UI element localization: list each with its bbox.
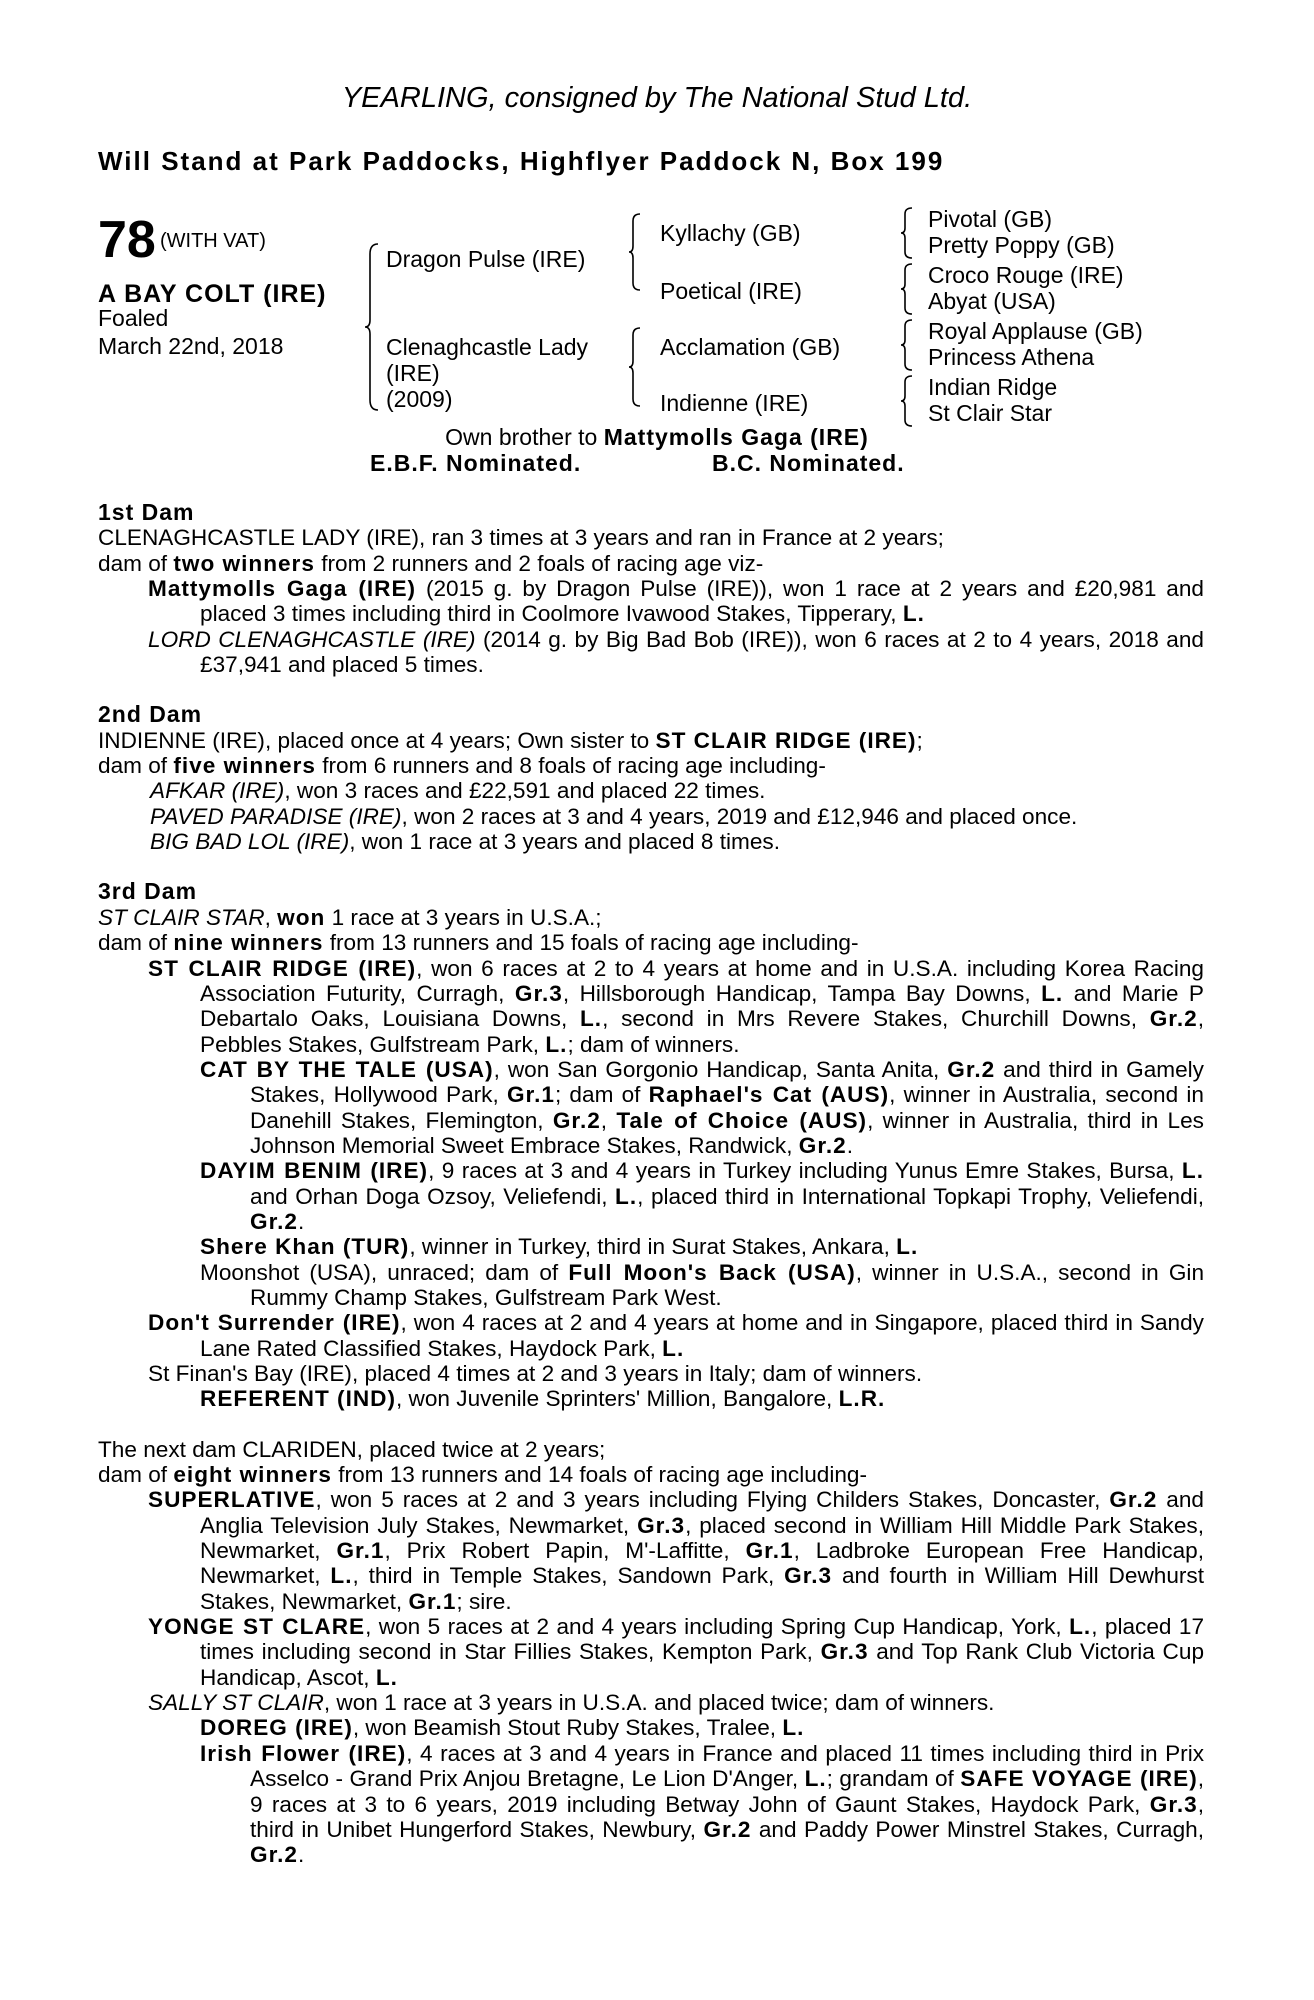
second-dam-line: INDIENNE (IRE), placed once at 4 years; Own sister to ST CLAIR RIDGE (IRE); bbox=[98, 727, 923, 753]
foaled-date: March 22nd, 2018 bbox=[98, 333, 284, 359]
bc-nominated: B.C. Nominated. bbox=[712, 450, 905, 476]
ggsire-3: Royal Applause (GB) bbox=[928, 318, 1143, 344]
own-brother-note bbox=[0, 424, 1314, 451]
produce-entry: Mattymolls Gaga (IRE) (2015 g. by Dragon Pulse (IRE)), won 1 race at 2 years and £20,981 and placed 3 times including third in Coolmore Ivawood Stakes, Tipperary, L. bbox=[148, 576, 1204, 627]
next-dam-line: The next dam CLARIDEN, placed twice at 2 years; bbox=[98, 1436, 606, 1462]
vat-note: (WITH VAT) bbox=[160, 230, 266, 252]
produce-entry: LORD CLENAGHCASTLE (IRE) (2014 g. by Big Bad Bob (IRE)), won 6 races at 2 to 4 years, 2018 and £37,941 and placed 5 times. bbox=[148, 626, 1204, 678]
dam-sire: Acclamation (GB) bbox=[660, 334, 841, 360]
sire-dam: Poetical (IRE) bbox=[660, 278, 802, 304]
pedigree-brace-sire bbox=[628, 212, 642, 292]
foaled-info bbox=[98, 304, 283, 360]
dam-name-line2: (IRE) bbox=[386, 360, 440, 386]
third-dam-line: ST CLAIR STAR, won 1 race at 3 years in U.S.A.; bbox=[98, 904, 602, 930]
produce-entry: YONGE ST CLARE, won 5 races at 2 and 4 years including Spring Cup Handicap, York, L., placed 17 times including second in Star Fillies Stakes, Kempton Park, Gr.3 and Top Rank Club Victoria Cup Handicap, Ascot, L. bbox=[148, 1614, 1205, 1690]
produce-entry: DOREG (IRE), won Beamish Stout Ruby Stakes, Tralee, L. bbox=[200, 1715, 805, 1741]
brace-kyllachy bbox=[900, 206, 914, 260]
sire-sire: Kyllachy (GB) bbox=[660, 220, 801, 246]
produce-entry: BIG BAD LOL (IRE), won 1 race at 3 years and placed 8 times. bbox=[150, 829, 780, 855]
second-dam-produce: dam of five winners from 6 runners and 8 foals of racing age including- bbox=[98, 753, 826, 779]
stable-location: Will Stand at Park Paddocks, Highflyer Paddock N, Box 199 bbox=[98, 146, 945, 176]
third-dam-produce: dam of nine winners from 13 runners and 15 foals of racing age including- bbox=[98, 930, 859, 956]
produce-entry: SALLY ST CLAIR, won 1 race at 3 years in U.S.A. and placed twice; dam of winners. bbox=[148, 1690, 995, 1716]
brace-acclamation bbox=[900, 318, 914, 372]
ebf-nominated: E.B.F. Nominated. bbox=[370, 450, 582, 476]
ggdam-3: Princess Athena bbox=[928, 344, 1095, 370]
ggsire-1: Pivotal (GB) bbox=[928, 206, 1052, 232]
produce-entry: Shere Khan (TUR), winner in Turkey, third in Surat Stakes, Ankara, L. bbox=[200, 1234, 919, 1260]
own-brother-name: Mattymolls Gaga (IRE) bbox=[603, 424, 869, 450]
brace-poetical bbox=[900, 262, 914, 316]
produce-entry: DAYIM BENIM (IRE), 9 races at 3 and 4 years in Turkey including Yunus Emre Stakes, Bursa, L. and Orhan Doga Ozsoy, Veliefendi, L., placed third in International Topkapi Trophy, Veliefendi, Gr.2. bbox=[200, 1158, 1204, 1234]
first-dam-line: CLENAGHCASTLE LADY (IRE), ran 3 times at 3 years and ran in France at 2 years; bbox=[98, 525, 944, 551]
produce-entry: CAT BY THE TALE (USA), won San Gorgonio Handicap, Santa Anita, Gr.2 and third in Gamely Stakes, Hollywood Park, Gr.1; dam of Raphael's Cat (AUS), winner in Australia, second in Danehill Stakes, Flemington, Gr.2, Tale of Choice (AUS), winner in Australia, third in Les Johnson Memorial Sweet Embrace Stakes, Randwick, Gr.2. bbox=[200, 1056, 1204, 1158]
produce-entry: Moonshot (USA), unraced; dam of Full Moon's Back (USA), winner in U.S.A., second in Gin Rummy Champ Stakes, Gulfstream Park West. bbox=[200, 1259, 1205, 1310]
own-brother-prefix: Own brother to bbox=[445, 424, 598, 450]
consignor-line: YEARLING, consigned by The National Stud Ltd. bbox=[341, 82, 973, 114]
dam-name-line3: (2009) bbox=[386, 386, 453, 412]
pedigree-brace-dam bbox=[628, 326, 642, 408]
ggdam-4: St Clair Star bbox=[928, 400, 1052, 426]
produce-entry: AFKAR (IRE), won 3 races and £22,591 and placed 22 times. bbox=[150, 778, 766, 804]
ggsire-4: Indian Ridge bbox=[928, 374, 1058, 400]
sire: Dragon Pulse (IRE) bbox=[386, 246, 586, 272]
first-dam-heading: 1st Dam bbox=[98, 499, 195, 525]
dam-name bbox=[386, 334, 588, 412]
ggsire-2: Croco Rouge (IRE) bbox=[928, 262, 1124, 288]
dam-name-line1: Clenaghcastle Lady bbox=[386, 334, 589, 360]
second-dam-heading: 2nd Dam bbox=[98, 701, 203, 728]
next-dam-produce: dam of eight winners from 13 runners and 14 foals of racing age including- bbox=[98, 1462, 868, 1488]
first-dam-produce: dam of two winners from 2 runners and 2 foals of racing age viz- bbox=[98, 550, 764, 576]
horse-title: A BAY COLT (IRE) bbox=[98, 280, 327, 308]
dam-dam: Indienne (IRE) bbox=[660, 390, 809, 416]
foaled-label: Foaled bbox=[98, 305, 169, 331]
produce-entry: Don't Surrender (IRE), won 4 races at 2 and 4 years at home and in Singapore, placed third in Sandy Lane Rated Classified Stakes, Haydock Park, L. bbox=[148, 1310, 1204, 1361]
ggdam-2: Abyat (USA) bbox=[928, 288, 1056, 314]
lot-number: 78 bbox=[98, 211, 156, 269]
produce-entry: SUPERLATIVE, won 5 races at 2 and 3 years including Flying Childers Stakes, Doncaster, Gr.2 and Anglia Television July Stakes, Newmarket, Gr.3, placed second in William Hill Middle Park Stakes, Newmarket, Gr.1, Prix Robert Papin, M'-Laffitte, Gr.1, Ladbroke European Free Handicap, Newmarket, L., third in Temple Stakes, Sandown Park, Gr.3 and fourth in William Hill Dewhurst Stakes, Newmarket, Gr.1; sire. bbox=[148, 1487, 1205, 1614]
produce-entry: ST CLAIR RIDGE (IRE), won 6 races at 2 to 4 years at home and in U.S.A. including Korea Racing Association Futurity, Curragh, Gr.3, Hillsborough Handicap, Tampa Bay Downs, L. and Marie P Debartalo Oaks, Louisiana Downs, L., second in Mrs Revere Stakes, Churchill Downs, Gr.2, Pebbles Stakes, Gulfstream Park, L.; dam of winners. bbox=[148, 955, 1204, 1057]
produce-entry: St Finan's Bay (IRE), placed 4 times at 2 and 3 years in Italy; dam of winners. bbox=[148, 1361, 923, 1386]
third-dam-heading: 3rd Dam bbox=[98, 878, 198, 905]
pedigree-brace-main bbox=[364, 242, 380, 412]
produce-entry: REFERENT (IND), won Juvenile Sprinters' Million, Bangalore, L.R. bbox=[200, 1386, 886, 1412]
catalogue-body bbox=[98, 500, 1204, 1868]
brace-indienne bbox=[900, 374, 914, 428]
produce-entry: Irish Flower (IRE), 4 races at 3 and 4 years in France and placed 11 times including third in Prix Asselco - Grand Prix Anjou Bretagne, Le Lion D'Anger, L.; grandam of SAFE VOYAGE (IRE), 9 races at 3 to 6 years, 2019 including Betway John of Gaunt Stakes, Haydock Park, Gr.3, third in Unibet Hungerford Stakes, Newbury, Gr.2 and Paddy Power Minstrel Stakes, Curragh, Gr.2. bbox=[200, 1740, 1205, 1868]
produce-entry: PAVED PARADISE (IRE), won 2 races at 3 and 4 years, 2019 and £12,946 and placed once. bbox=[150, 803, 1078, 829]
ggdam-1: Pretty Poppy (GB) bbox=[928, 232, 1115, 258]
